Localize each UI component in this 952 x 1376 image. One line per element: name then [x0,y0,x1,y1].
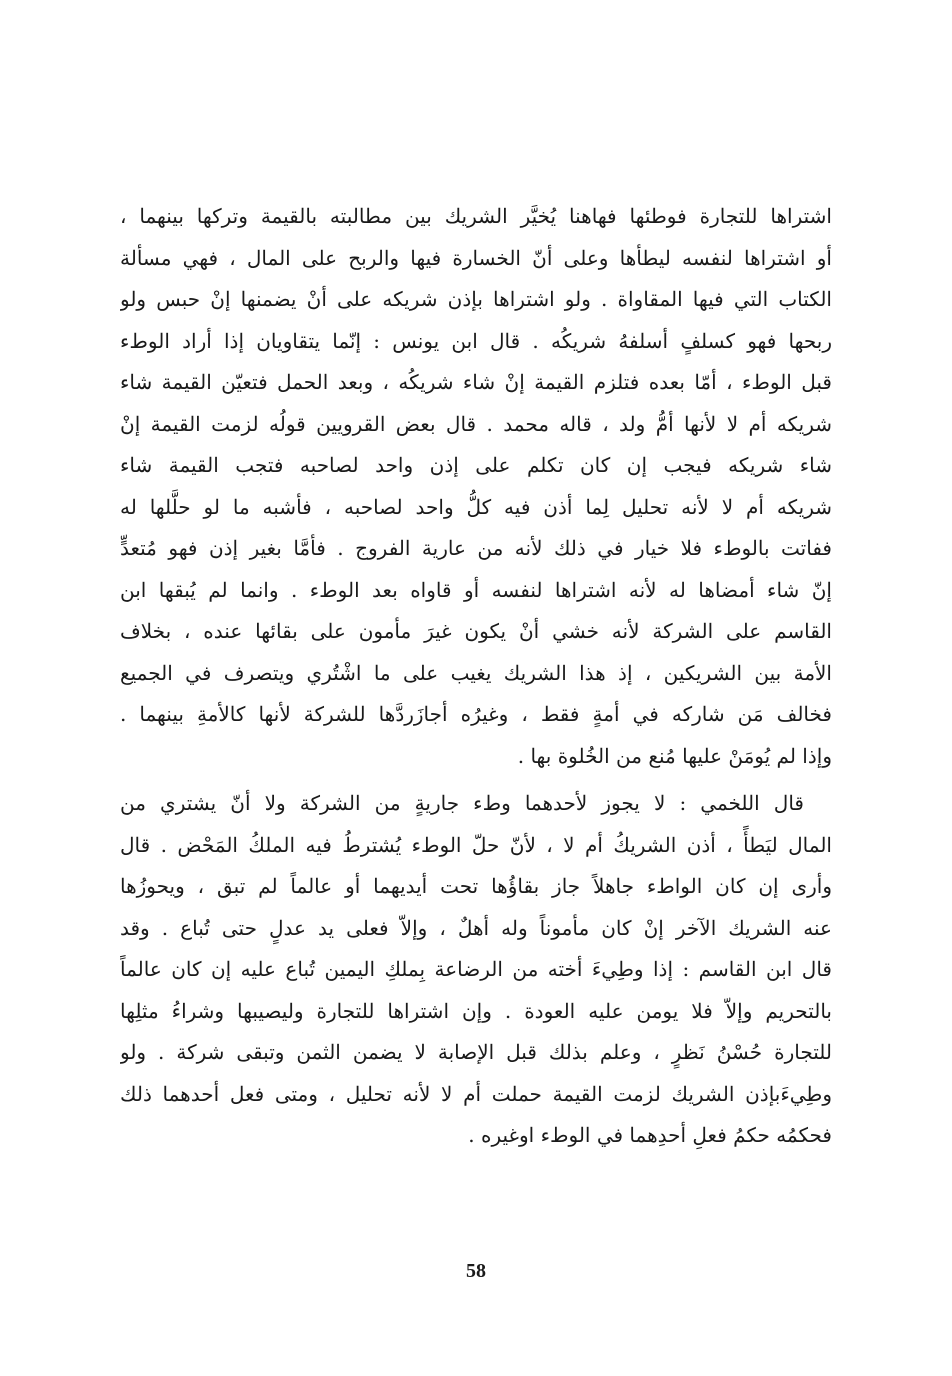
text-line: اشتراها للتجارة فوطئها فهاهنا يُخيَّر الشريك بين مطالبته بالقيمة وتركها بينهما ، [120,204,832,228]
text-line: ففاتت بالوطء فلا خيار في ذلك لأنه من عارية الفروج . فأمَّا بغير إذن فهو مُتعدٍّ [120,536,832,560]
text-line: للتجارة حُسْنُ نَظرٍ ، وعلم بذلك قبل الإصابة لا يضمن الثمن وتبقى شركة . ولو [120,1040,832,1064]
page-number: 58 [466,1260,486,1282]
text-line: فخالف مَن شاركه في أمةٍ فقط ، وغيرُه أجازَردَّها للشركة لأنها كالأمةِ بينهما . [120,702,832,726]
text-line: القاسم على الشركة لأنه خشي أنْ يكون غيرَ مأمون على بقائها عنده ، بخلاف [120,619,832,643]
text-line: قال ابن القاسم : إذا وطِيءَ أخته من الرضاعة بِملكِ اليمين تُباع عليه إن كان عالماً [120,957,832,981]
text-line: أو اشتراها لنفسه ليطأها وعلى أنّ الخسارة فيها والربح على المال ، فهي مسألة [120,245,832,270]
text-line: عنه الشريك الآخر إنْ كان مأموناً وله أهلٌ ، وإلاّ فعلى يد عدلٍ حتى تُباع . وقد [120,915,832,940]
text-line: إنّ شاء أمضاها له لأنه اشتراها لنفسه أو قاواه بعد الوطء . وانما لم يُبقها ابن [120,577,832,602]
text-line: ربحها فهو كسلفٍ أسلفهُ شريكُه . قال ابن يونس : إنّما يتقاويان إذا أراد الوطء [120,328,832,353]
text-line: الأمة بين الشريكين ، إذ هذا الشريك يغيب على ما اشْتُري ويتصرف في الجميع [120,660,832,685]
body-text [120,196,832,1157]
text-line: قال اللخمي : لا يجوز لأحدهما وطء جاريةٍ من الشركة ولا أنّ يشتري من [120,791,804,815]
text-line: وإذا لم يُومَنْ عليها مُنع من الخُلوة بها . [517,743,832,768]
paragraph-1 [120,196,832,777]
text-line: المال ليَطأً ، أذن الشريكُ أم لا ، لأنّ حلّ الوطء يُشترطُ فيه الملكُ المَحْض . قال [120,832,832,857]
text-line: الكتاب التي فيها المقاواة . ولو اشتراها بإذن شريكه على أنْ يضمنها إنْ حبس ولو [120,287,832,311]
text-line: شاء شريكه فيجب إن كان تكلم على إذن واحد لصاحبه فتجب القيمة شاء [120,453,832,477]
text-line: وطِيءَبإذن الشريك لزمت القيمة حملت أم لا لأنه تحليل ، ومتى فعل أحدهما ذلك [120,1081,832,1106]
text-line: شريكه أم لا لأنها أمُّ ولد ، قاله محمد . قال بعض القرويين قولُه لزمت القيمة إنْ [120,411,832,436]
text-line: قبل الوطء ، أمّا بعده فتلزم القيمة إنْ شاء شريكُه ، وبعد الحمل فتعيّن القيمة شاء [120,370,832,394]
text-line: فحكمُه حكمُ فعلِ أحدِهما في الوطء اوغيره . [468,1123,832,1147]
text-line: شريكه أم لا لأنه تحليل لِما أذن فيه كلُّ واحد لصاحبه ، فأشبه ما لو حلَّلها له [120,494,832,519]
text-line: بالتحريم وإلاّ فلا يومن عليه العودة . وإن اشتراها للتجارة وليصيبها وشراءُ مثلِها [120,998,832,1023]
text-line: وأرى إن كان الواطء جاهلاً جاز بقاؤُها تحت أيديهما أو عالماً لم تبق ، ويحوزُها [120,874,832,898]
paragraph-2 [120,783,832,1157]
